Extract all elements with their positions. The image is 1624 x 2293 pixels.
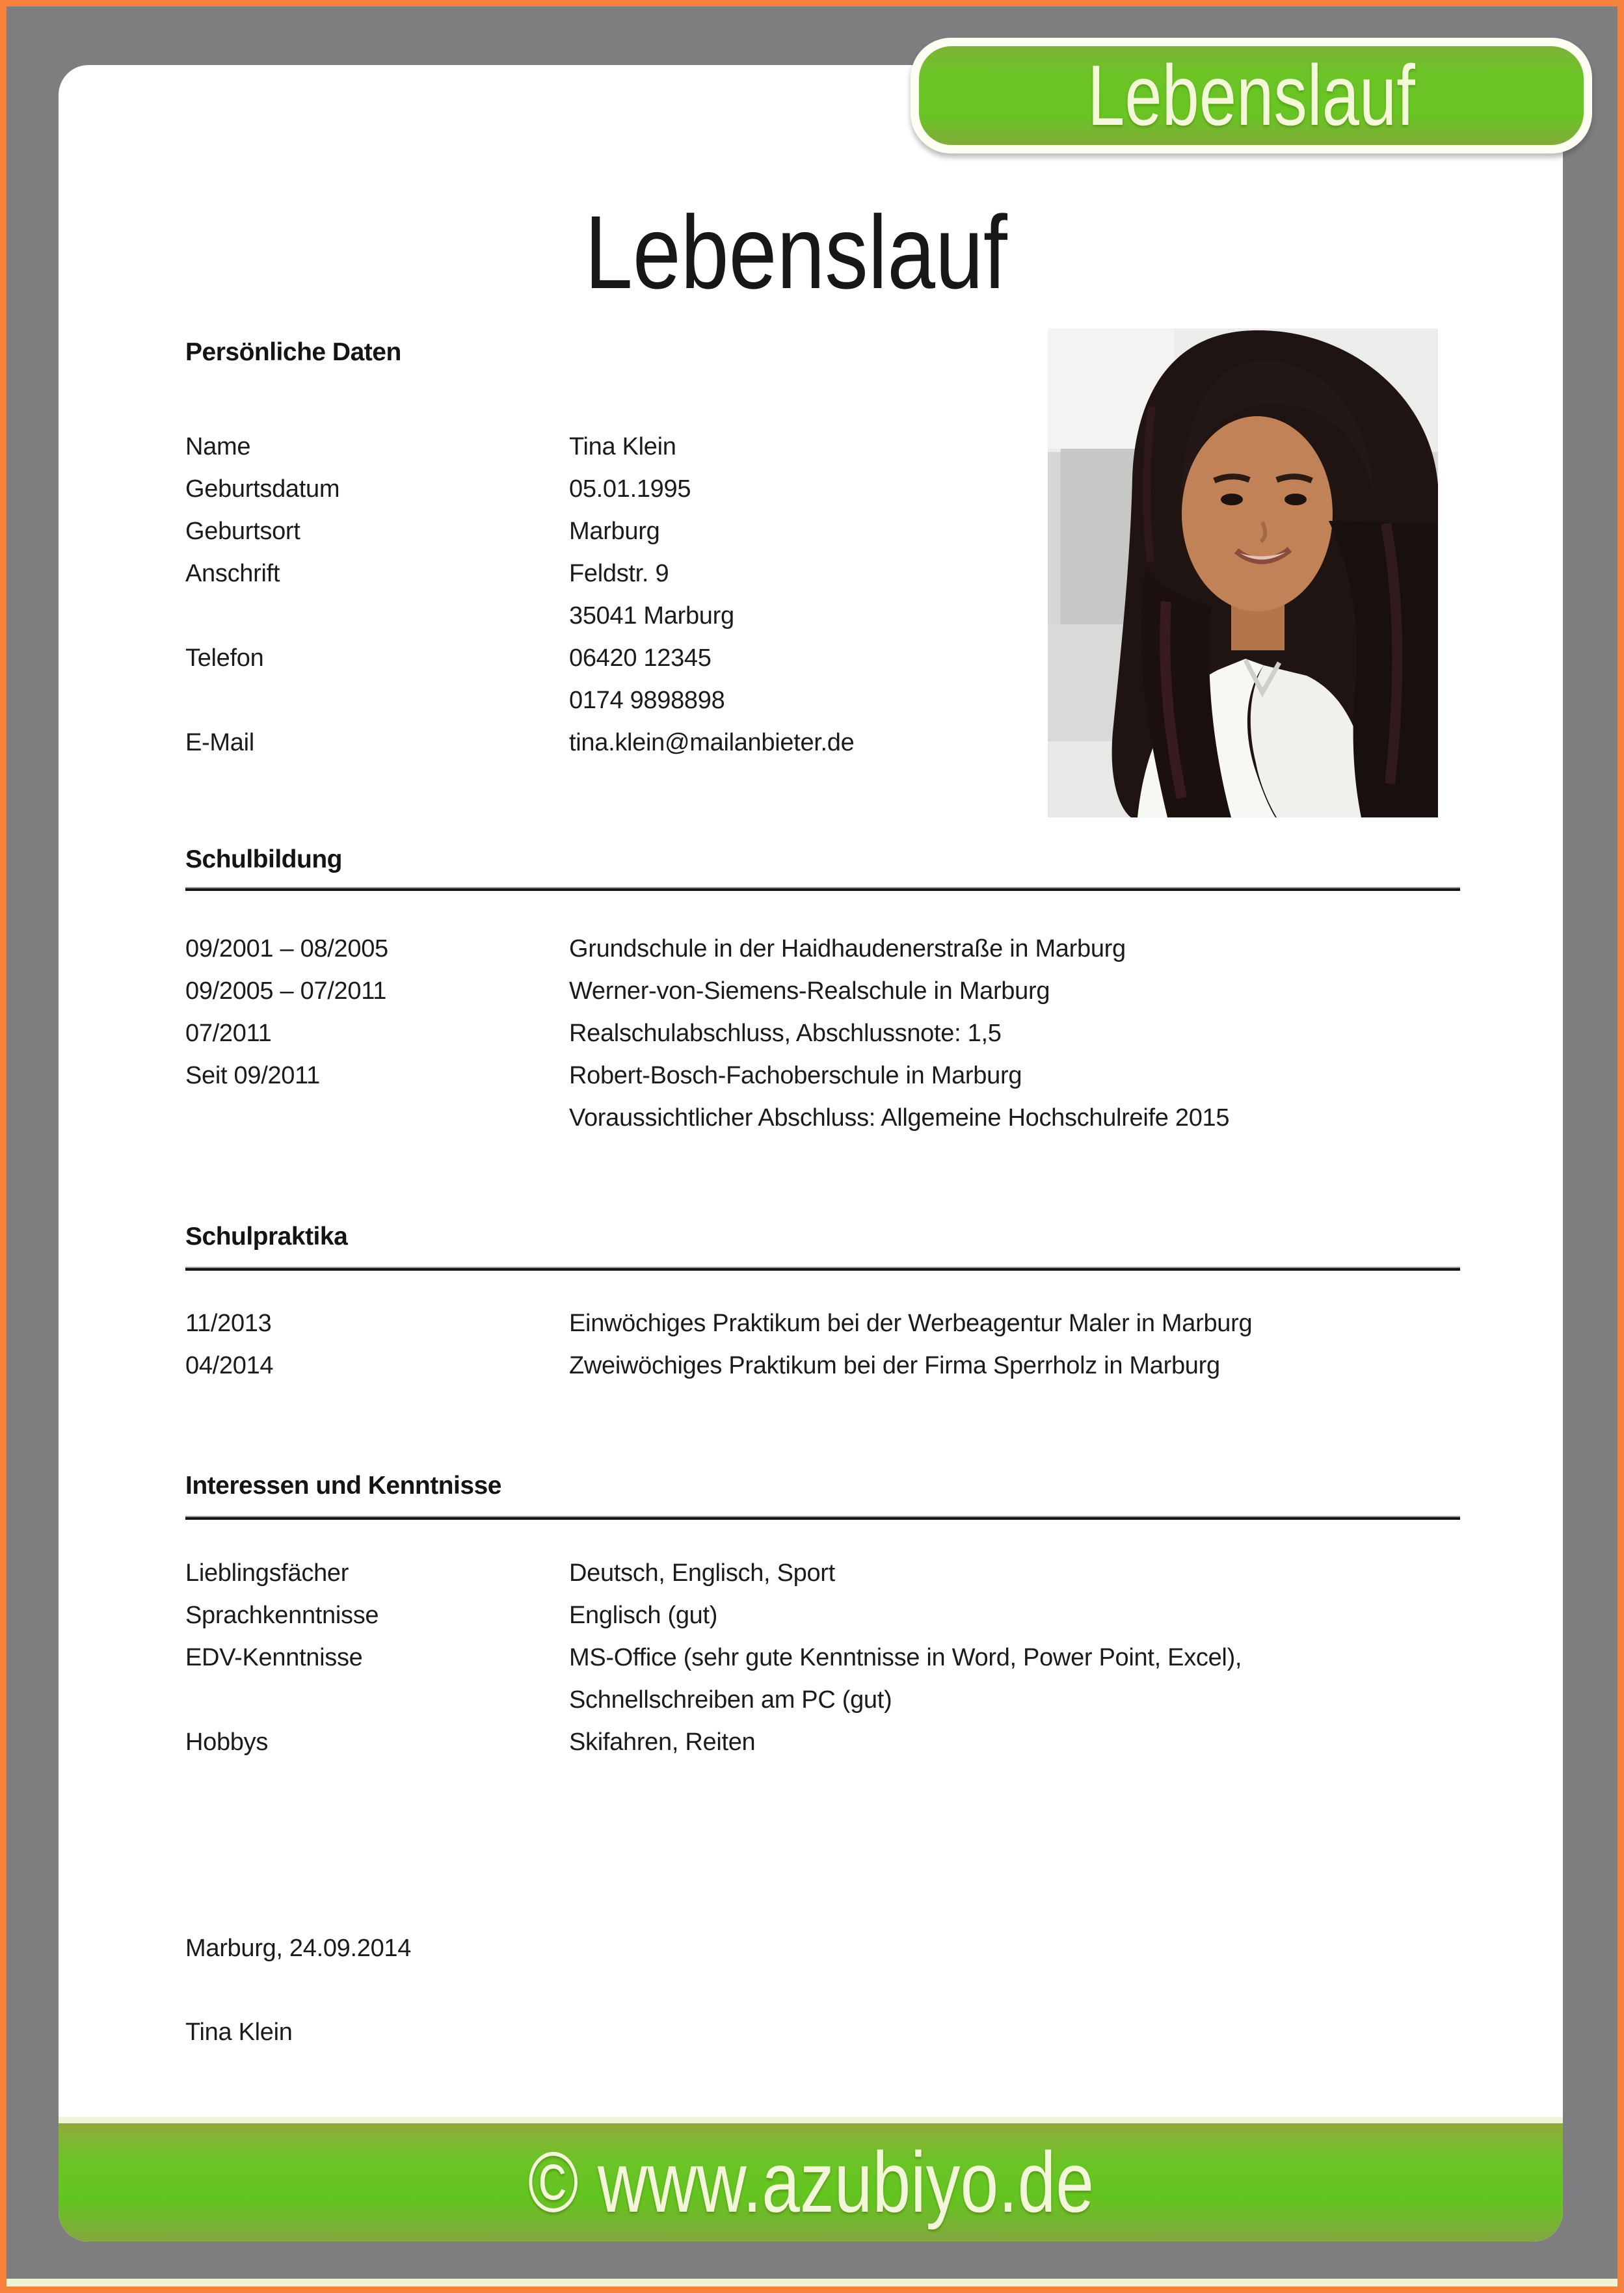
row-value: Voraussichtlicher Abschluss: Allgemeine Hochschulreife 2015 — [569, 1104, 1230, 1132]
row-label: Name — [185, 433, 251, 460]
section-heading-internships: Schulpraktika — [185, 1223, 348, 1251]
footer-website-text: © www.azubiyo.de — [527, 2134, 1094, 2230]
section-rule-interests — [185, 1516, 1460, 1520]
row-label: 09/2005 – 07/2011 — [185, 977, 387, 1005]
data-row — [185, 1055, 1476, 1097]
row-value: 35041 Marburg — [569, 602, 734, 630]
data-row — [185, 1637, 1476, 1679]
row-label: 07/2011 — [185, 1020, 272, 1047]
row-label: Geburtsort — [185, 518, 300, 545]
data-row — [185, 1595, 1476, 1637]
row-value: Schnellschreiben am PC (gut) — [569, 1686, 892, 1714]
data-row — [185, 1303, 1476, 1345]
row-label: Sprachkenntnisse — [185, 1602, 379, 1629]
education-rows — [185, 928, 1476, 1139]
lebenslauf-badge — [911, 38, 1592, 153]
section-rule-education — [185, 887, 1460, 891]
row-label: E-Mail — [185, 729, 254, 756]
footer-bar — [59, 2117, 1563, 2242]
row-label: 04/2014 — [185, 1352, 274, 1379]
page-title — [585, 194, 1094, 310]
row-value: Grundschule in der Haidhaudenerstraße in Marburg — [569, 935, 1126, 962]
interest-rows — [185, 1552, 1476, 1764]
section-heading-interests: Interessen und Kenntnisse — [185, 1472, 501, 1500]
row-value: Skifahren, Reiten — [569, 1729, 756, 1756]
data-row — [185, 1721, 1476, 1764]
row-label: Geburtsdatum — [185, 475, 340, 503]
resume-page — [59, 65, 1563, 2242]
row-value: Feldstr. 9 — [569, 560, 669, 587]
row-value: Tina Klein — [569, 433, 676, 460]
row-label: EDV-Kenntnisse — [185, 1644, 363, 1671]
row-label: 11/2013 — [185, 1310, 272, 1337]
row-value: MS-Office (sehr gute Kenntnisse in Word, Power Point, Excel), — [569, 1644, 1242, 1671]
data-row — [185, 1013, 1476, 1055]
row-value: Werner-von-Siemens-Realschule in Marburg — [569, 977, 1050, 1005]
row-value: 06420 12345 — [569, 644, 712, 672]
row-value: 0174 9898898 — [569, 687, 725, 714]
row-value: tina.klein@mailanbieter.de — [569, 729, 855, 756]
row-value: 05.01.1995 — [569, 475, 691, 503]
place-date-line: Marburg, 24.09.2014 — [185, 1935, 412, 1962]
row-label: Telefon — [185, 644, 264, 672]
section-rule-internships — [185, 1267, 1460, 1271]
row-value: Realschulabschluss, Abschlussnote: 1,5 — [569, 1020, 1002, 1047]
row-value: Robert-Bosch-Fachoberschule in Marburg — [569, 1062, 1022, 1089]
data-row — [185, 1552, 1476, 1595]
lebenslauf-badge-pill — [919, 46, 1584, 145]
section-heading-personal: Persönliche Daten — [185, 338, 401, 366]
row-label: Seit 09/2011 — [185, 1062, 320, 1089]
portrait-photo-drawing — [1048, 328, 1438, 817]
row-value: Deutsch, Englisch, Sport — [569, 1559, 835, 1587]
row-value: Marburg — [569, 518, 660, 545]
lebenslauf-badge-label: Lebenslauf — [1087, 47, 1415, 143]
row-label: Hobbys — [185, 1729, 269, 1756]
portrait-photo — [1048, 328, 1438, 817]
data-row — [185, 928, 1476, 970]
row-value: Einwöchiges Praktikum bei der Werbeagentur Maler in Marburg — [569, 1310, 1253, 1337]
row-value: Englisch (gut) — [569, 1602, 718, 1629]
data-row — [185, 1679, 1476, 1721]
data-row — [185, 1097, 1476, 1139]
signature-name: Tina Klein — [185, 2019, 293, 2046]
row-label: Anschrift — [185, 560, 280, 587]
row-value: Zweiwöchiges Praktikum bei der Firma Sperrholz in Marburg — [569, 1352, 1220, 1379]
row-label: 09/2001 – 08/2005 — [185, 935, 388, 962]
page-title-text: Lebenslauf — [585, 194, 1007, 310]
data-row — [185, 1345, 1476, 1387]
internship-rows — [185, 1303, 1476, 1387]
row-label: Lieblingsfächer — [185, 1559, 349, 1587]
section-heading-education: Schulbildung — [185, 845, 342, 873]
data-row — [185, 970, 1476, 1013]
